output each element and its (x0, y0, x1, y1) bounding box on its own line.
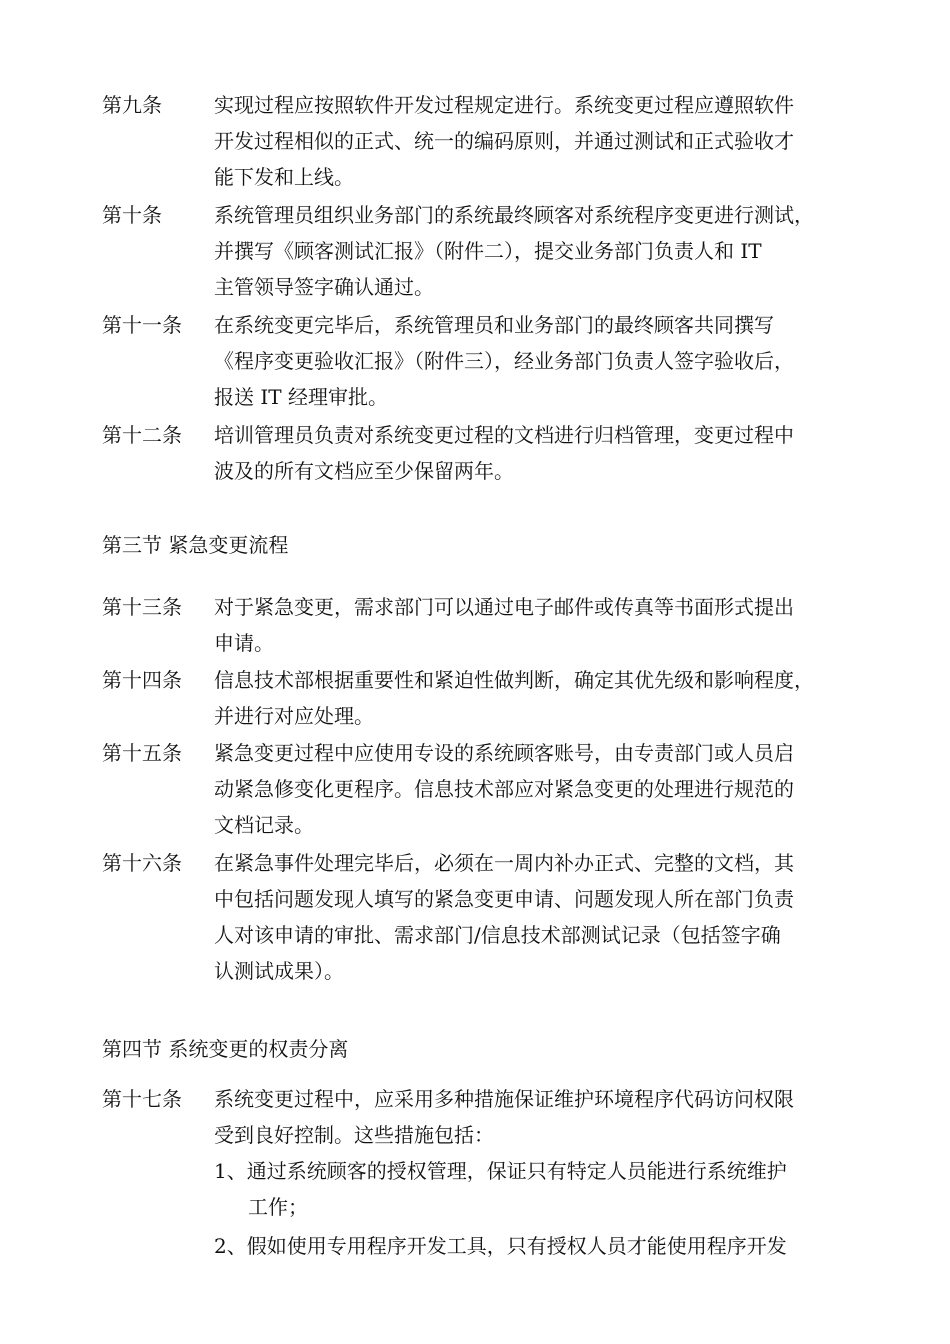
text-line: 主管领导签字确认通过。 (214, 275, 434, 299)
text-line: 报送 IT 经理审批。 (214, 385, 388, 409)
list-item (214, 1228, 864, 1264)
text-line: 波及的所有文档应至少保留两年。 (214, 459, 514, 483)
text-line: 文档记录。 (214, 813, 314, 837)
article-label: 第十六条 (102, 851, 182, 875)
text-line: 信息技术部根据重要性和紧迫性做判断，确定其优先级和影响程度， (214, 668, 814, 692)
text-line: 受到良好控制。这些措施包括： (214, 1123, 494, 1147)
list-line: 工作； (248, 1195, 308, 1219)
article-text (214, 197, 864, 305)
article-label: 第十四条 (102, 668, 182, 692)
article-label: 第十五条 (102, 741, 182, 765)
article-text (214, 87, 864, 195)
list-line: 2、假如使用专用程序开发工具，只有授权人员才能使用程序开发 (214, 1234, 787, 1258)
article-label: 第九条 (102, 93, 162, 117)
article-text (214, 417, 864, 489)
text-line: 系统管理员组织业务部门的系统最终顾客对系统程序变更进行测试， (214, 203, 814, 227)
article-label: 第十七条 (102, 1087, 182, 1111)
text-line: 培训管理员负责对系统变更过程的文档进行归档管理，变更过程中 (214, 423, 794, 447)
text-line: 在紧急事件处理完毕后，必须在一周内补办正式、完整的文档，其 (214, 851, 794, 875)
text-line: 并进行对应处理。 (214, 704, 374, 728)
article-text (214, 845, 864, 989)
text-line: 申请。 (214, 631, 274, 655)
text-line: 并撰写《顾客测试汇报》（附件二），提交业务部门负责人和 IT (214, 239, 762, 263)
text-line: 开发过程相似的正式、统一的编码原则，并通过测试和正式验收才 (214, 129, 794, 153)
article-text (214, 307, 864, 415)
article-label: 第十条 (102, 203, 162, 227)
list-line: 1、通过系统顾客的授权管理，保证只有特定人员能进行系统维护 (214, 1159, 787, 1183)
article-label: 第十三条 (102, 595, 182, 619)
text-line: 动紧急修变化更程序。信息技术部应对紧急变更的处理进行规范的 (214, 777, 794, 801)
article-label: 第十一条 (102, 313, 182, 337)
section-title: 第三节 紧急变更流程 (102, 533, 289, 557)
list-item (214, 1153, 864, 1225)
text-line: 《程序变更验收汇报》（附件三），经业务部门负责人签字验收后， (214, 349, 794, 373)
section-title: 第四节 系统变更的权责分离 (102, 1037, 349, 1061)
article-text (214, 662, 864, 734)
article-text (214, 735, 864, 843)
text-line: 人对该申请的审批、需求部门/信息技术部测试记录（包括签字确 (214, 923, 781, 947)
article-text (214, 589, 864, 661)
text-line: 系统变更过程中，应采用多种措施保证维护环境程序代码访问权限 (214, 1087, 794, 1111)
text-line: 实现过程应按照软件开发过程规定进行。系统变更过程应遵照软件 (214, 93, 794, 117)
text-line: 对于紧急变更，需求部门可以通过电子邮件或传真等书面形式提出 (214, 595, 794, 619)
text-line: 中包括问题发现人填写的紧急变更申请、问题发现人所在部门负责 (214, 887, 794, 911)
article-label: 第十二条 (102, 423, 182, 447)
text-line: 在系统变更完毕后，系统管理员和业务部门的最终顾客共同撰写 (214, 313, 774, 337)
article-text (214, 1081, 864, 1153)
text-line: 认测试成果）。 (214, 959, 344, 983)
text-line: 能下发和上线。 (214, 165, 354, 189)
text-line: 紧急变更过程中应使用专设的系统顾客账号，由专责部门或人员启 (214, 741, 794, 765)
